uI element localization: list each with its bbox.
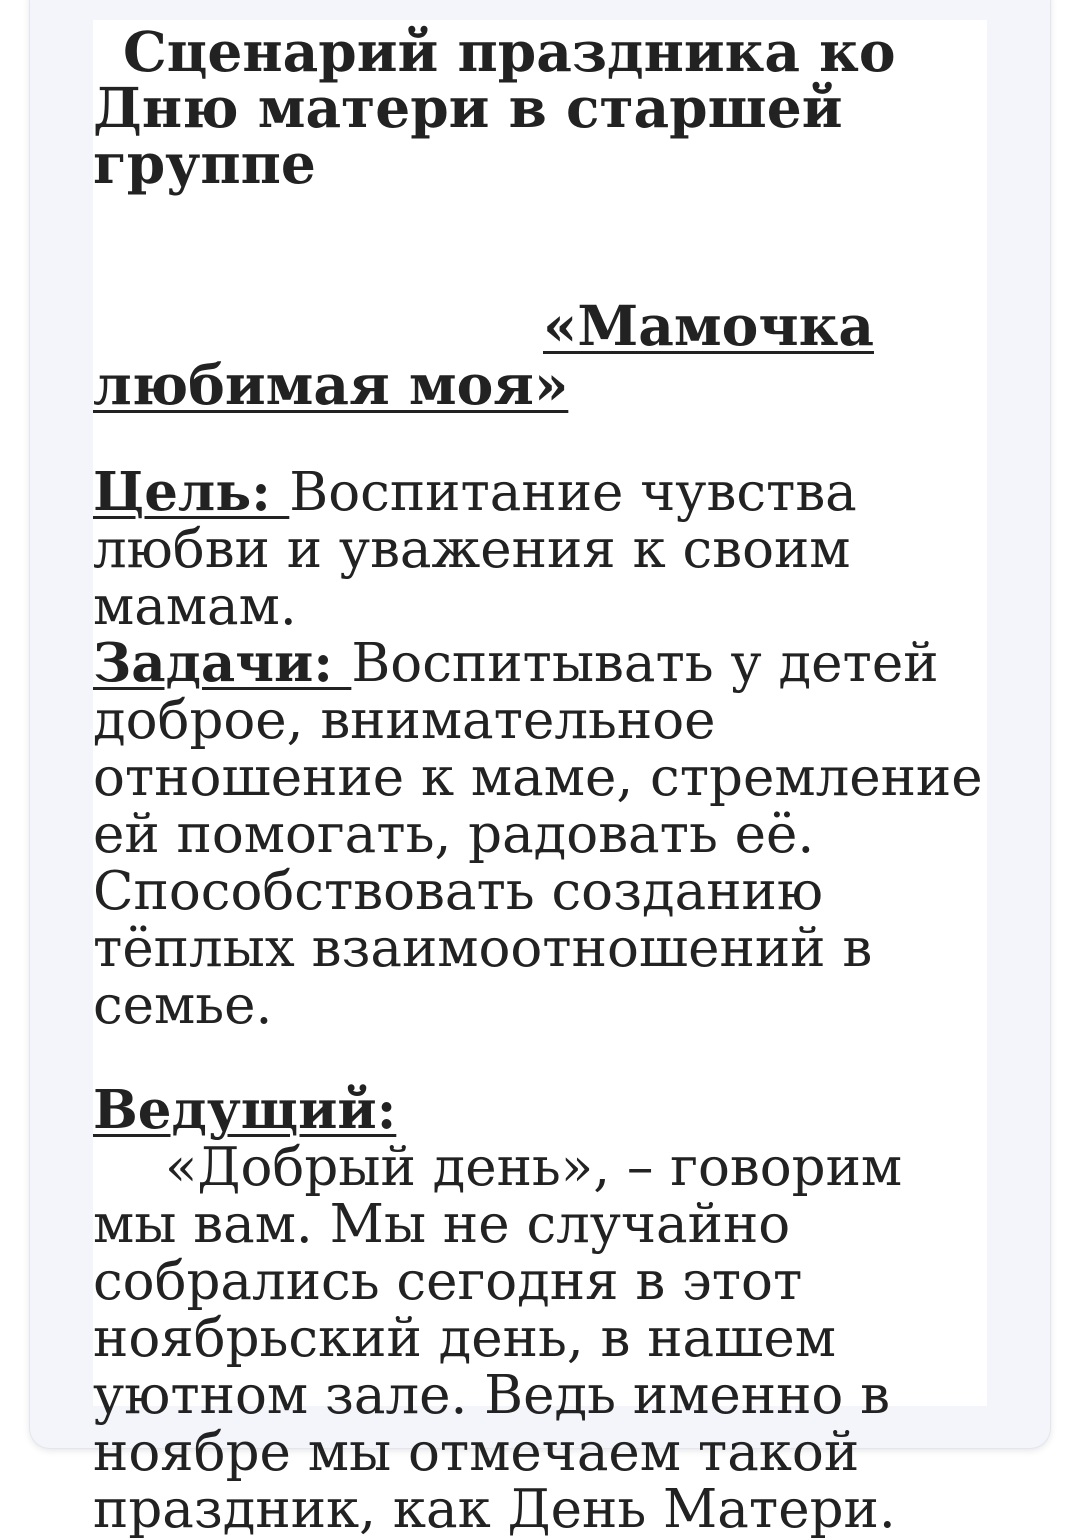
- presenter-speech: «Добрый день», – говорим мы вам. Мы не случайно собрались сегодня в этот ноябрьский день, в нашем уютном зале. Ведь именно в ноябре мы отмечаем такой праздник, как День Матери.: [93, 1137, 903, 1540]
- presenter-label: Ведущий:: [93, 1079, 397, 1141]
- tasks-paragraph: [93, 632, 987, 1036]
- presenter-heading: [93, 1079, 987, 1141]
- document-page[interactable]: [93, 19, 987, 1540]
- document-content: [93, 20, 987, 1538]
- document-card: [30, 0, 1050, 1540]
- tasks-text: Воспитывать у детей доброе, внимательное отношение к маме, стремление ей помогать, радовать её. Способствовать созданию тёплых взаимоотношений в семье.: [93, 633, 983, 1036]
- tasks-label: Задачи:: [93, 632, 352, 694]
- goal-paragraph: [93, 461, 987, 637]
- goal-text: Воспитание чувства любви и уважения к своим мамам.: [93, 462, 857, 637]
- document-subtitle: «Мамочка любимая моя»: [93, 293, 874, 417]
- goal-label: Цель:: [93, 461, 290, 523]
- document-title: Сценарий праздника ко Дню матери в старшей группе: [93, 19, 896, 196]
